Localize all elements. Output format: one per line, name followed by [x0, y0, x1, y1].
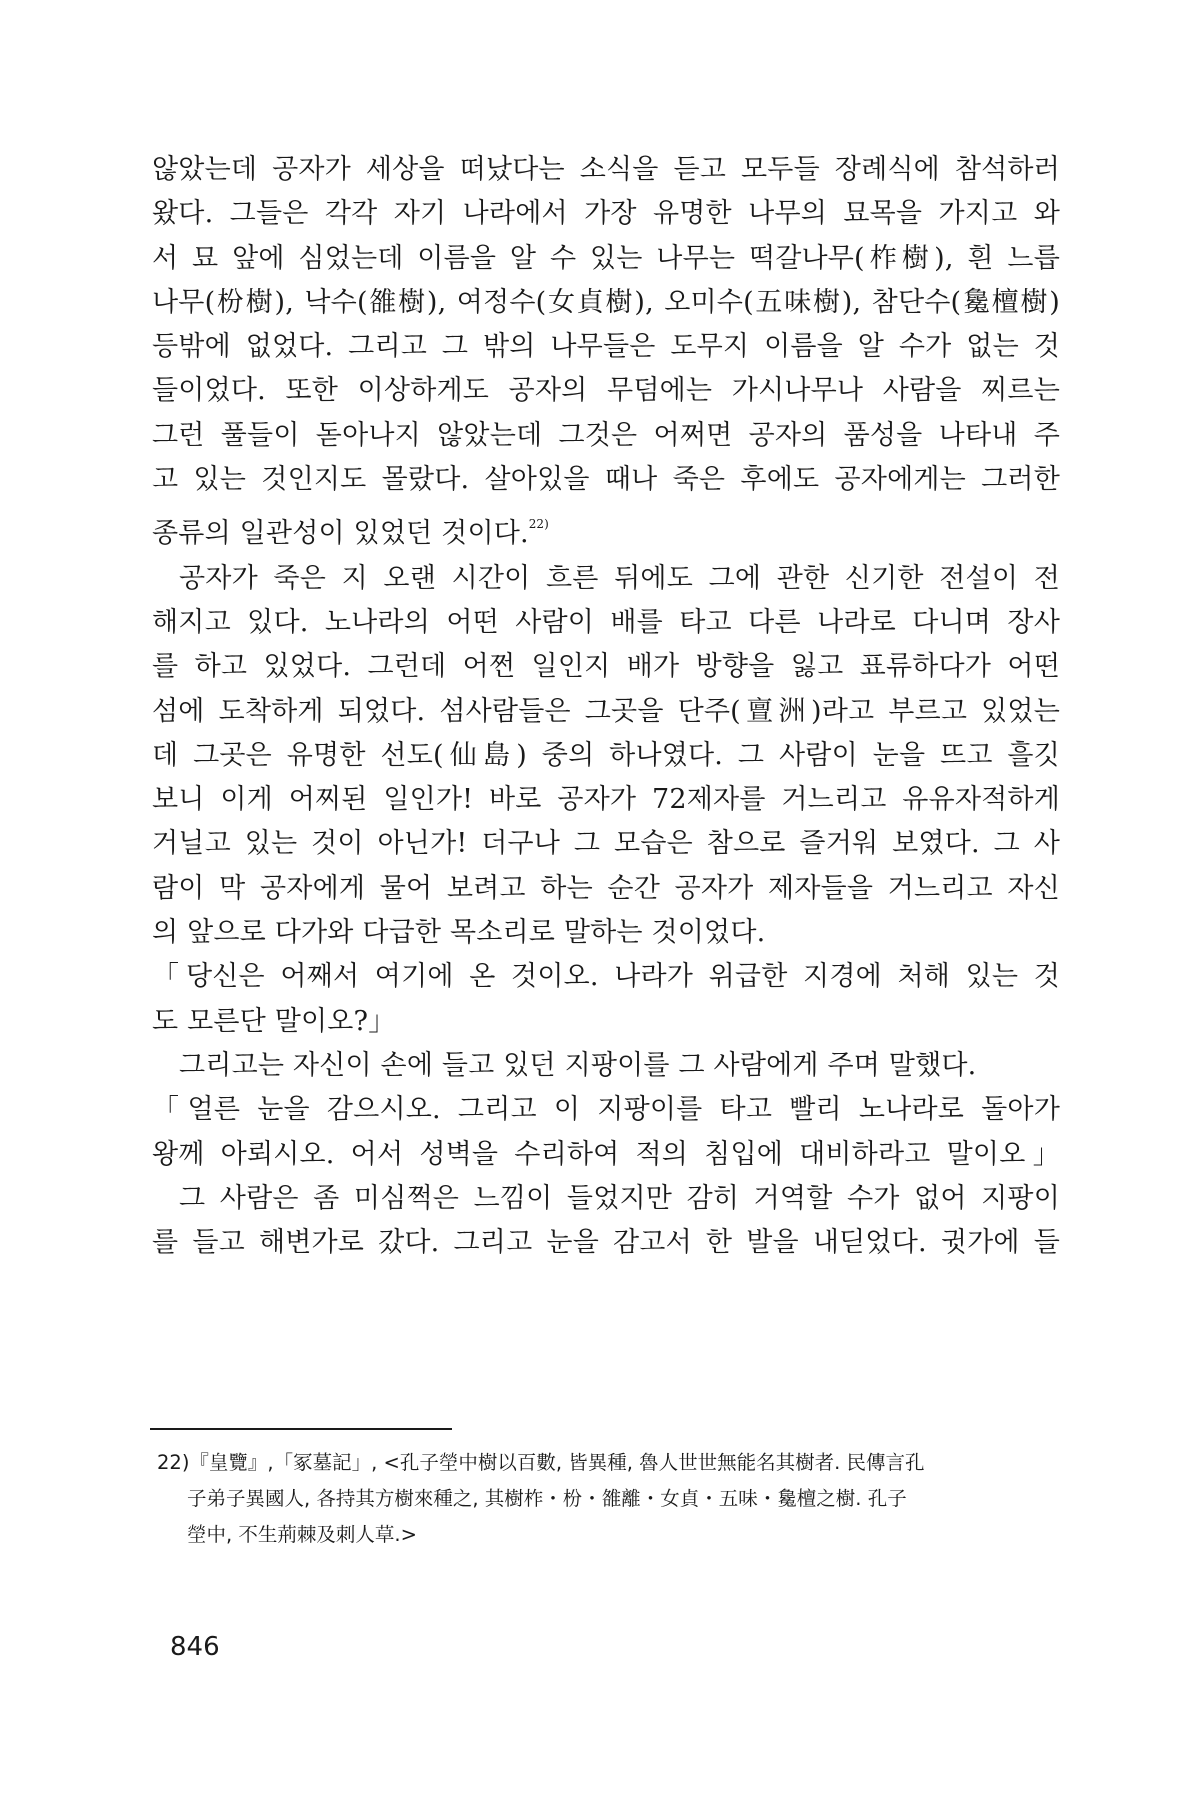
text-line: 그런 풀들이 돋아나지 않았는데 그것은 어쩌면 공자의 품성을 나타내 주: [152, 419, 1060, 451]
text-line: 왔다. 그들은 각각 자기 나라에서 가장 유명한 나무의 묘목을 가지고 와: [152, 198, 1060, 230]
footnote-line: 子弟子異國人, 各持其方樹來種之, 其樹柞・枌・雒離・女貞・五味・毚檀之樹. 孔子: [187, 1487, 907, 1510]
text-line: 왕께 아뢰시오. 어서 성벽을 수리하여 적의 침입에 대비하라고 말이오」: [152, 1138, 1060, 1170]
text-line: 거닐고 있는 것이 아닌가! 더구나 그 모습은 참으로 즐거워 보였다. 그 사: [152, 828, 1060, 860]
text-line-content: 종류의 일관성이 있었던 것이다.: [152, 518, 529, 550]
text-line: 보니 이게 어찌된 일인가! 바로 공자가 72제자를 거느리고 유유자적하게: [152, 784, 1060, 816]
text-line: 데 그곳은 유명한 선도(仙島) 중의 하나였다. 그 사람이 눈을 뜨고 흘깃: [152, 739, 1060, 771]
footnote: [157, 1445, 1057, 1553]
footnote-line: 塋中, 不生荊棘及刺人草.>: [187, 1523, 417, 1546]
text-line: 람이 막 공자에게 물어 보려고 하는 순간 공자가 제자들을 거느리고 자신: [152, 872, 1060, 904]
text-line: 를 들고 해변가로 갔다. 그리고 눈을 감고서 한 발을 내딛었다. 귓가에 들: [152, 1227, 1060, 1259]
text-line: 서 묘 앞에 심었는데 이름을 알 수 있는 나무는 떡갈나무(柞樹), 흰 느릅: [152, 242, 1060, 274]
page-number: 846: [170, 1632, 220, 1662]
text-line: 고 있는 것인지도 몰랐다. 살아있을 때나 죽은 후에도 공자에게는 그러한: [152, 464, 1060, 496]
text-line: 그리고는 자신이 손에 들고 있던 지팡이를 그 사람에게 주며 말했다.: [179, 1049, 977, 1081]
text-line: 그 사람은 좀 미심쩍은 느낌이 들었지만 감히 거역할 수가 없어 지팡이: [179, 1182, 1060, 1214]
text-line: [152, 502, 1060, 556]
text-line: 공자가 죽은 지 오랜 시간이 흐른 뒤에도 그에 관한 신기한 전설이 전: [179, 562, 1060, 594]
text-line: 들이었다. 또한 이상하게도 공자의 무덤에는 가시나무나 사람을 찌르는: [152, 375, 1060, 407]
text-line: 등밖에 없었다. 그리고 그 밖의 나무들은 도무지 이름을 알 수가 없는 것: [152, 331, 1060, 363]
text-line: 의 앞으로 다가와 다급한 목소리로 말하는 것이었다.: [152, 917, 766, 949]
text-line: 나무(枌樹), 낙수(雒樹), 여정수(女貞樹), 오미수(五味樹), 참단수(毚檀樹): [152, 286, 1060, 318]
text-line: 를 하고 있었다. 그런데 어쩐 일인지 배가 방향을 잃고 표류하다가 어떤: [152, 651, 1060, 683]
body-text: [152, 148, 1060, 1265]
footnote-reference: 22): [528, 517, 549, 532]
text-line: 해지고 있다. 노나라의 어떤 사람이 배를 타고 다른 나라로 다니며 장사: [152, 606, 1060, 638]
text-line: 않았는데 공자가 세상을 떠났다는 소식을 듣고 모두들 장례식에 참석하러: [152, 154, 1060, 185]
text-line: 도 모른단 말이오?」: [152, 1005, 396, 1037]
text-line: 「당신은 어째서 여기에 온 것이오. 나라가 위급한 지경에 처해 있는 것: [152, 961, 1060, 993]
text-line: 섬에 도착하게 되었다. 섬사람들은 그곳을 단주(亶洲)라고 부르고 있었는: [152, 695, 1060, 727]
footnote-line: 22)『皇覽』,「冢墓記」, <孔子塋中樹以百數, 皆異種, 魯人世世無能名其樹者. 民傳言孔: [157, 1451, 925, 1474]
text-line: 「얼른 눈을 감으시오. 그리고 이 지팡이를 타고 빨리 노나라로 돌아가: [152, 1094, 1060, 1126]
footnote-divider: [150, 1428, 452, 1430]
